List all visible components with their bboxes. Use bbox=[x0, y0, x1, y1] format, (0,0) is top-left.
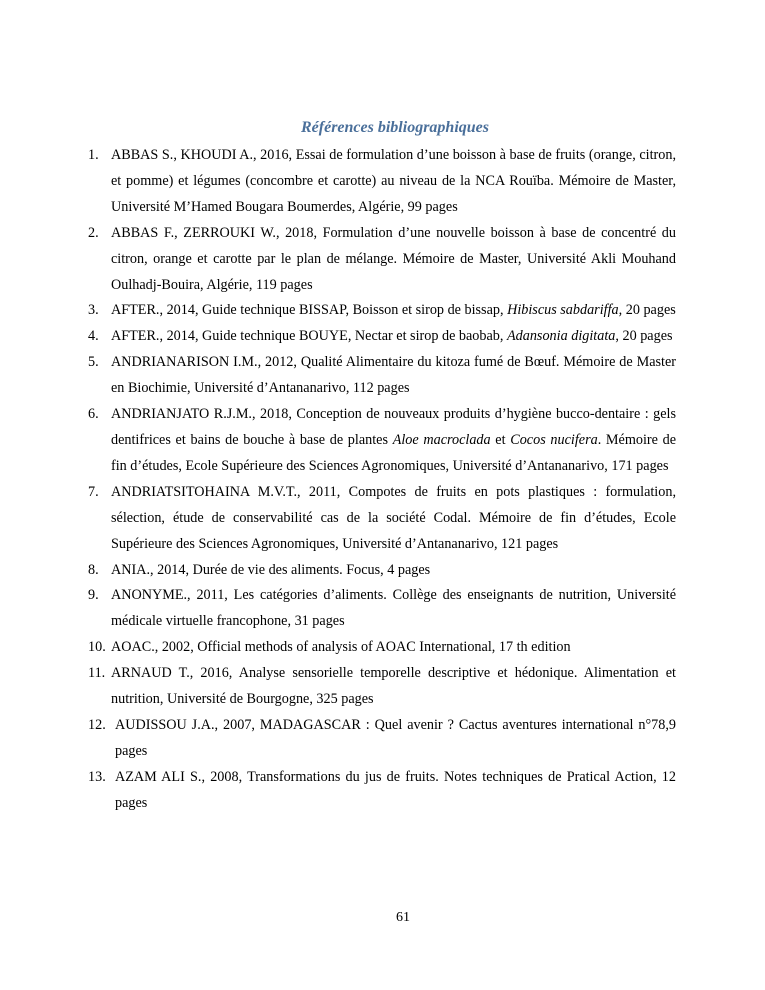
reference-text: AOAC., 2002, Official methods of analysis of AOAC International, 17 th edition bbox=[111, 639, 571, 656]
reference-item bbox=[88, 765, 676, 817]
reference-number: 10. bbox=[88, 639, 106, 656]
reference-text-end: , 20 pages bbox=[615, 328, 673, 345]
reference-text: ABBAS S., KHOUDI A., 2016, Essai de formulation d’une boisson à base de fruits (orange, citron, et pomme) et légumes (concombre et carotte) au niveau de la NCA Rouïba. Mémoire de Master, Université M’Hamed Bougara Boumerdes, Algérie, 99 pages bbox=[111, 147, 676, 215]
reference-item bbox=[88, 583, 676, 635]
reference-item bbox=[88, 661, 676, 713]
reference-text-end: 20 pages bbox=[622, 302, 676, 319]
reference-number: 8. bbox=[88, 561, 99, 578]
reference-text: ANDRIANJATO R.J.M., 2018, Conception de nouveaux produits d’hygiène bucco-dentaire : gels dentifrices et bains de bouche à base de plantes bbox=[111, 406, 676, 448]
reference-text: AZAM ALI S., 2008, Transformations du jus de fruits. Notes techniques de Pratical Action, 12 pages bbox=[115, 768, 676, 811]
page-number: 61 bbox=[396, 910, 410, 925]
reference-list bbox=[88, 143, 676, 817]
reference-text: AFTER., 2014, Guide technique BOUYE, Nectar et sirop de baobab, bbox=[111, 328, 507, 345]
reference-text-mid: et bbox=[490, 431, 511, 448]
reference-item bbox=[88, 350, 676, 402]
reference-item bbox=[88, 558, 676, 584]
reference-number: 1. bbox=[88, 147, 99, 163]
reference-text: ANONYME., 2011, Les catégories d’aliments. Collège des enseignants de nutrition, Université médicale virtuelle francophone, 31 pages bbox=[111, 587, 676, 630]
reference-item bbox=[88, 635, 676, 661]
reference-italic-text: Adansonia digitata bbox=[506, 328, 616, 345]
reference-text: ANIA., 2014, Durée de vie des aliments. Focus, 4 pages bbox=[111, 561, 431, 578]
reference-text: ANDRIANARISON I.M., 2012, Qualité Alimentaire du kitoza fumé de Bœuf. Mémoire de Master en Biochimie, Université d’Antananarivo, 112 pages bbox=[111, 354, 676, 397]
reference-text: AUDISSOU J.A., 2007, MADAGASCAR : Quel avenir ? Cactus aventures international n°78,9 pages bbox=[115, 716, 676, 759]
reference-number: 9. bbox=[88, 587, 99, 604]
reference-number: 4. bbox=[88, 328, 99, 345]
reference-text: ABBAS F., ZERROUKI W., 2018, Formulation d’une nouvelle boisson à base de concentré du citron, orange et carotte par le plan de mélange. Mémoire de Master, Université Akli Mouhand Oulhadj-Bouira, Algérie, 119 pages bbox=[111, 224, 676, 293]
reference-number: 12. bbox=[88, 716, 106, 733]
reference-number: 5. bbox=[88, 354, 99, 371]
reference-item bbox=[88, 324, 676, 350]
page-title: Références bibliographiques bbox=[301, 119, 489, 136]
reference-item bbox=[88, 221, 676, 299]
reference-item bbox=[88, 298, 676, 324]
reference-number: 7. bbox=[88, 483, 99, 500]
reference-item bbox=[88, 480, 676, 558]
reference-number: 3. bbox=[88, 302, 99, 319]
reference-text-end: . Mémoire de fin d’études, Ecole Supérieure des Sciences Agronomiques, Université d’Antananarivo, 171 pages bbox=[111, 431, 677, 474]
reference-text: ANDRIATSITOHAINA M.V.T., 2011, Compotes de fruits en pots plastiques : formulation, sélection, étude de conservabilité cas de la société Codal. Mémoire de fin d’études, Ecole Supérieure des Sciences Agronomiques, Université d’Antananarivo, 121 pages bbox=[111, 483, 676, 552]
reference-text: ARNAUD T., 2016, Analyse sensorielle temporelle descriptive et hédonique. Alimentation et nutrition, Université de Bourgogne, 325 pages bbox=[111, 665, 676, 708]
reference-number: 13. bbox=[88, 768, 106, 785]
reference-number: 6. bbox=[88, 406, 99, 423]
reference-text: AFTER., 2014, Guide technique BISSAP, Boisson et sirop de bissap, bbox=[111, 302, 508, 319]
reference-number: 11. bbox=[88, 665, 106, 682]
reference-number: 2. bbox=[88, 224, 99, 241]
reference-item bbox=[88, 143, 676, 221]
reference-item bbox=[88, 402, 676, 480]
reference-item bbox=[88, 713, 676, 765]
reference-italic-text: Aloe macroclada bbox=[392, 431, 491, 448]
reference-italic-text: Hibiscus sabdariffa, bbox=[507, 302, 623, 319]
reference-italic-text-2: Cocos nucifera bbox=[510, 431, 598, 448]
